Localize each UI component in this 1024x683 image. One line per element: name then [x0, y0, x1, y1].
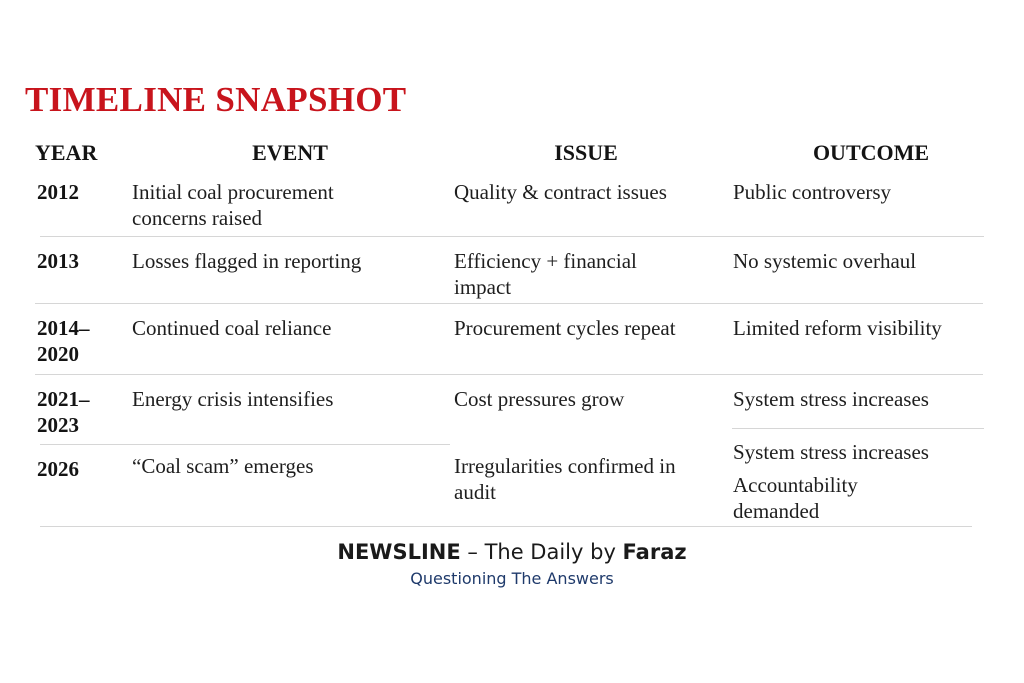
row-2026-year: 2026	[37, 457, 79, 481]
row-2012-year: 2012	[37, 180, 79, 204]
column-header-year: YEAR	[35, 140, 98, 165]
page-title: TIMELINE SNAPSHOT	[25, 80, 407, 119]
row-divider	[732, 428, 984, 429]
brand-connector: – The Daily by	[460, 540, 623, 564]
column-header-event: EVENT	[252, 140, 328, 165]
column-header-outcome: OUTCOME	[812, 140, 930, 165]
row-2014-2020-issue: Procurement cycles repeat	[454, 316, 676, 340]
row-2026-event: “Coal scam” emerges	[132, 454, 314, 478]
row-2021-2023-year: 2021–2023	[37, 387, 90, 437]
row-2026-outcome-2: Accountability demanded	[733, 473, 858, 523]
row-2012-issue: Quality & contract issues	[454, 180, 667, 204]
row-2013-issue: Efficiency + financial impact	[454, 249, 637, 299]
row-divider	[35, 374, 983, 375]
column-header-issue: ISSUE	[554, 140, 618, 165]
brand-author: Faraz	[622, 540, 687, 564]
row-2026-outcome-1: System stress increases	[733, 440, 929, 464]
row-divider	[40, 444, 450, 445]
row-2021-2023-event: Energy crisis intensifies	[132, 387, 334, 411]
table-bottom-divider	[40, 526, 972, 527]
row-2012-outcome: Public controversy	[733, 180, 892, 204]
row-2014-2020-year: 2014–2020	[37, 316, 90, 366]
row-2014-2020-event: Continued coal reliance	[132, 316, 332, 340]
row-2013-outcome: No systemic overhaul	[733, 249, 917, 273]
row-2021-2023-issue: Cost pressures grow	[454, 387, 625, 411]
row-2013-year: 2013	[37, 249, 79, 273]
row-2021-2023-outcome: System stress increases	[733, 387, 929, 411]
row-divider	[35, 303, 983, 304]
footer-brand	[0, 539, 1024, 565]
row-2013-event: Losses flagged in reporting	[132, 249, 362, 273]
row-2014-2020-outcome: Limited reform visibility	[733, 316, 942, 340]
row-2026-issue: Irregularities confirmed in audit	[454, 454, 676, 504]
brand-name: NEWSLINE	[337, 540, 461, 564]
row-2012-event: Initial coal procurement concerns raised	[132, 180, 334, 230]
row-divider	[40, 236, 984, 237]
footer-tagline: Questioning The Answers	[410, 569, 614, 588]
